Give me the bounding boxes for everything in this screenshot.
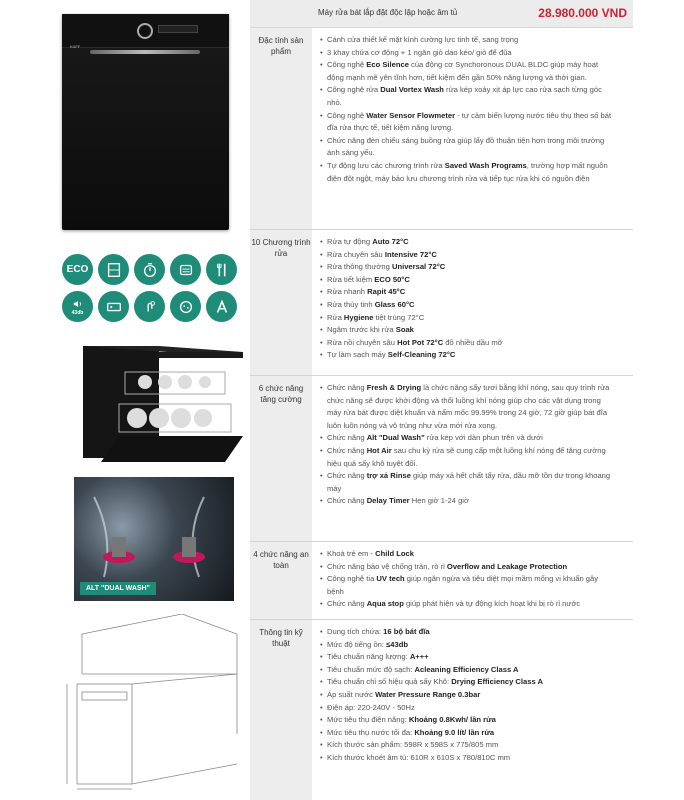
list-item (320, 286, 616, 299)
door-handle (90, 50, 200, 54)
item-text: Rửa chuyên sâu (327, 249, 385, 259)
feature-icon-grid (62, 254, 242, 328)
list-item (320, 548, 616, 561)
item-text: đồ nhiều dầu mỡ (443, 337, 503, 347)
item-text: giúp phát hiện và tự động kích hoạt khi bị rò rỉ nước (403, 599, 581, 609)
item-text: tiệt trùng 72°C (373, 312, 425, 322)
item-highlight: Self-Cleaning 72°C (387, 350, 456, 360)
section-enhanced-functions (250, 376, 633, 542)
basket-icon (170, 254, 201, 285)
item-highlight: Dual Vortex Wash (380, 85, 444, 95)
item-text: rửa kép xoáy xịt áp lực cao rửa sạch từng góc nhỏ. (327, 85, 602, 107)
list-item (320, 651, 616, 664)
item-text: sau chu kỳ rửa sẽ cung cấp một luồng khí nóng để tăng cường hiệu quả sấy khô tuyệt đối. (327, 445, 606, 468)
list-item (320, 739, 616, 752)
item-text: Áp suất nước (327, 689, 376, 699)
item-text: Công nghệ tia (327, 574, 377, 584)
section-product-features (250, 28, 633, 230)
item-text: giúp máy xả hết chất tẩy rửa, dầu mỡ tồn dư trong khoang máy (327, 471, 611, 493)
item-text: Rửa tiết kiệm (327, 274, 375, 284)
item-highlight: Fresh & Drying (366, 383, 422, 392)
timer-icon (134, 254, 165, 285)
list-item (320, 312, 616, 325)
child-lock-icon (134, 291, 165, 322)
section-safety-functions (250, 542, 633, 620)
list-item (320, 47, 616, 60)
list-item (320, 299, 616, 312)
list-item (320, 337, 616, 350)
item-text: Khoá trẻ em - (327, 549, 376, 558)
technical-drawing (62, 614, 242, 794)
item-highlight: Overflow and Leakage Protection (446, 561, 568, 571)
item-highlight: Hot Pot 72°C (397, 337, 444, 347)
safety-list (320, 548, 616, 611)
list-item (320, 135, 616, 160)
dishwasher-open-image (75, 342, 247, 466)
item-text: Rửa nhanh (327, 287, 368, 297)
dual-wash-label: ALT "DUAL WASH" (80, 582, 156, 595)
item-highlight: Auto 72°C (372, 237, 409, 246)
item-highlight: Glass 60°C (374, 299, 415, 309)
item-text: Hẹn giờ 1-24 giờ (409, 496, 469, 506)
item-text: Tự làm sạch máy (327, 350, 388, 360)
item-highlight: Water Sensor Flowmeter (366, 110, 456, 120)
item-highlight: Water Pressure Range 0.3bar (375, 689, 481, 699)
spec-table (250, 0, 684, 800)
item-text: Kích thước khoét âm tủ: 610R x 610S x 780/810C mm (327, 752, 511, 762)
item-highlight: Hygiene (343, 312, 374, 322)
list-item (320, 236, 616, 249)
item-text: giúp ngăn ngừa và tiêu diệt mọi mầm mống vi khuẩn gây bệnh (327, 574, 599, 596)
item-text: Tiêu chuẩn năng lượng: (327, 652, 410, 662)
item-highlight: Hot Air (366, 445, 392, 455)
item-highlight: ≤43db (386, 639, 409, 649)
product-name: Máy rửa bát lắp đặt độc lập hoặc âm tủ (318, 8, 458, 17)
item-text: Mức tiêu thụ nước tối đa: (327, 727, 415, 737)
item-text: Chức năng (327, 471, 367, 481)
item-text: 3 khay chứa cơ động + 1 ngăn giỏ dao kéo/ giỏ để đũa (327, 47, 512, 57)
item-text: Tự động lưu các chương trình rửa (327, 160, 445, 170)
list-item (320, 702, 616, 715)
noise-caption: 43db (71, 309, 84, 316)
item-highlight: Intensive 72°C (384, 249, 437, 259)
list-item (320, 274, 616, 287)
section-label: Thông tin kỹ thuật (250, 620, 312, 800)
item-text: Rửa thông thường (327, 262, 392, 272)
function-list (320, 382, 616, 508)
list-item (320, 561, 616, 574)
item-highlight: Khoảng 9.0 lít/ lần rửa (414, 727, 495, 737)
item-text: Công nghệ (327, 110, 367, 120)
item-text: rửa kép với dàn phun trên và dưới (424, 433, 543, 443)
item-highlight: UV tech (376, 574, 405, 584)
product-price: 28.980.000 VND (538, 6, 627, 20)
section-wash-programs (250, 230, 633, 376)
list-item (320, 676, 616, 689)
dishwasher-front-image (62, 14, 229, 230)
item-highlight: A+++ (409, 652, 429, 662)
section-label: 10 Chương trình rửa (250, 230, 312, 375)
item-text: Ngâm trước khi rửa (327, 325, 396, 335)
cutlery-icon (206, 254, 237, 285)
item-highlight: Drying Efficiency Class A (451, 677, 543, 687)
item-text: Cánh cửa thiết kế mặt kính cường lực tinh tế, sang trọng (327, 35, 519, 44)
item-highlight: Universal 72°C (391, 262, 446, 272)
item-text: - tự cảm biến lượng nước tiêu thụ theo số bát đĩa rửa thực tế, tiết kiệm năng lượng. (327, 110, 612, 133)
item-text: của động cơ Synchoronous DUAL BLDC giúp máy hoạt động mạnh mẽ yên tĩnh hơn, tiết kiệm đến gần 50% năng lượng và thời gian. (327, 60, 599, 82)
control-knob (137, 23, 153, 39)
list-item (320, 573, 616, 598)
list-item (320, 445, 616, 470)
item-text: Công nghệ (327, 60, 367, 70)
display-icon (98, 291, 129, 322)
item-highlight: trợ xả Rinse (366, 471, 411, 481)
list-item (320, 752, 616, 765)
item-text: Chức năng (327, 496, 367, 506)
item-highlight: Soak (395, 325, 414, 335)
list-item (320, 639, 616, 652)
item-text: Chức năng đèn chiếu sáng buồng rửa giúp lấy đồ thuận tiện hơn trong môi trường ánh sáng yếu. (327, 135, 605, 158)
item-text: Chức năng (327, 599, 367, 609)
item-text: Tiêu chuẩn chỉ số hiệu quả sấy Khô: (327, 677, 452, 687)
list-item (320, 470, 616, 495)
item-text: Điện áp: 220-240V - 50Hz (327, 702, 415, 712)
list-item (320, 249, 616, 262)
auto-icon (206, 291, 237, 322)
list-item (320, 59, 616, 84)
item-text: Công nghệ rửa (327, 85, 381, 95)
list-item (320, 727, 616, 740)
section-label: 6 chức năng tăng cường (250, 376, 312, 541)
item-text: Rửa thủy tinh (327, 299, 375, 309)
list-item (320, 714, 616, 727)
item-text: Kích thước sản phẩm: 598R x 598S x 775/805 mm (327, 740, 499, 750)
dual-wash-photo (74, 477, 234, 601)
display-window (158, 25, 198, 33)
list-item (320, 432, 616, 445)
list-item (320, 598, 616, 611)
left-column (0, 0, 245, 800)
list-item (320, 626, 616, 639)
program-list (320, 236, 616, 362)
item-highlight: ECO 50°C (374, 274, 410, 284)
item-text: , trường hợp mất nguồn điện đột ngột, máy bảo lưu chương trình rửa và tiếp tục rửa khi có nguồn điện (327, 160, 608, 183)
eco-icon: ECO (62, 254, 93, 285)
item-text: Rửa (327, 312, 344, 322)
item-text: là chức năng sấy tươi bằng khí nóng, sau quy trình rửa chức năng sẽ được khởi động và thổi luồng khí nóng giúp cho các vật dụng trong máy rửa bát được diệt khuẩn và nấm mốc 99.99% trong 24 giờ, 72 giờ giúp bát đĩa luôn luôn nóng và vô trùng như vừa mới rửa xong. (327, 383, 610, 430)
item-highlight: Saved Wash Programs (444, 160, 527, 170)
item-highlight: Aqua stop (366, 599, 404, 609)
section-technical-info (250, 620, 633, 800)
list-item (320, 689, 616, 702)
list-item (320, 110, 616, 135)
section-label: 4 chức năng an toàn (250, 542, 312, 619)
item-text: Chức năng (327, 383, 367, 392)
item-highlight: Rapit 45°C (367, 287, 406, 297)
list-item (320, 664, 616, 677)
item-highlight: Eco Silence (366, 60, 409, 70)
item-text: Chức năng (327, 433, 367, 443)
list-item (320, 84, 616, 109)
item-highlight: Alt "Dual Wash" (366, 433, 425, 443)
list-item (320, 160, 616, 185)
item-text: Rửa nồi chuyên sâu (327, 337, 398, 347)
item-text: Chức năng (327, 445, 367, 455)
list-item (320, 324, 616, 337)
list-item (320, 34, 616, 47)
item-text: Rửa tự động (327, 237, 373, 246)
spec-list (320, 626, 616, 765)
feature-list (320, 34, 616, 185)
noise-icon (62, 291, 93, 322)
item-text: Dung tích chứa: (327, 627, 384, 636)
half-load-icon (98, 254, 129, 285)
product-header (250, 0, 633, 28)
item-text: Chức năng bảo vệ chống tràn, rò rỉ (327, 561, 447, 571)
item-highlight: Child Lock (375, 549, 414, 558)
brand-mark: KAFF (70, 44, 81, 49)
list-item (320, 349, 616, 362)
list-item (320, 495, 616, 508)
list-item (320, 261, 616, 274)
item-highlight: Acleaning Efficiency Class A (414, 664, 519, 674)
list-item (320, 382, 616, 432)
item-text: Mức độ tiếng ồn: (327, 639, 387, 649)
item-highlight: Delay Timer (366, 496, 410, 506)
section-label: Đặc tính sản phẩm (250, 28, 312, 229)
hygiene-icon (170, 291, 201, 322)
item-highlight: 16 bộ bát đĩa (383, 627, 430, 636)
item-text: Tiêu chuẩn mức độ sạch: (327, 664, 415, 674)
item-highlight: Khoảng 0.8Kwh/ lần rửa (408, 715, 496, 725)
item-text: Mức tiêu thụ điện năng: (327, 715, 409, 725)
